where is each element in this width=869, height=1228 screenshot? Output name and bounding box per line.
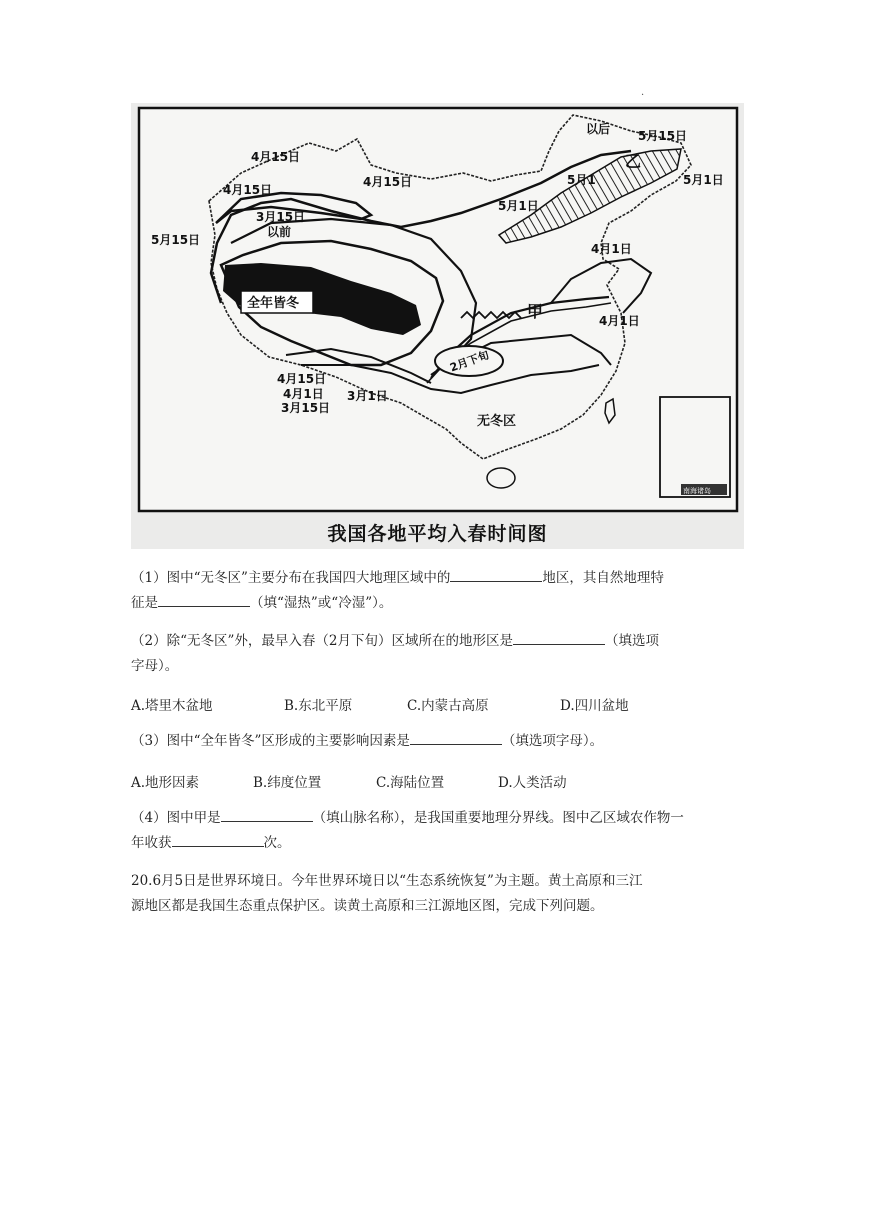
label-4-15-south: 4月15日 [277,372,327,386]
label-5-1-mid: 5月1 [567,173,596,187]
label-5-15-east: 5月15日 [638,129,688,143]
label-5-1-far-east: 5月1日 [683,173,724,187]
question-1 [131,566,743,616]
label-5-1-west: 5月1日 [498,199,539,213]
label-jia: 甲 [527,302,544,321]
q20-text-a: 20.6月5日是世界环境日。今年世界环境日以“生态系统恢复”为主题。黄土高原和三江 [131,873,643,889]
label-no-winter-zone: 无冬区 [477,414,517,429]
question-2 [131,629,743,679]
q4-text-a: （4）图中甲是 [131,810,221,826]
q2-blank[interactable] [513,630,605,645]
q3-text-b: （填选项字母）。 [501,733,604,749]
q1-blank-2[interactable] [158,592,250,607]
q3-option-b[interactable]: B.纬度位置 [253,775,322,791]
label-south-sea-islands: 南海诸岛 [683,487,711,495]
label-3-15-south: 3月15日 [281,401,331,415]
q2-option-d[interactable]: D.四川盆地 [560,698,629,714]
q1-text-b: 地区，其自然地理特 [542,570,664,586]
q3-text-a: （3）图中“全年皆冬”区形成的主要影响因素是 [131,733,410,749]
question-3 [131,729,743,754]
label-before: 以前 [267,225,292,239]
label-yi: 乙 [625,152,642,171]
q2-option-a[interactable]: A.塔里木盆地 [131,698,213,714]
q1-text-c: 征是 [131,595,158,611]
q4-blank-2[interactable] [172,832,264,847]
map-title: 我国各地平均入春时间图 [327,523,548,545]
q1-text-a: （1）图中“无冬区”主要分布在我国四大地理区域中的 [131,570,451,586]
q1-blank-1[interactable] [450,567,542,582]
q4-text-b: （填山脉名称），是我国重要地理分界线。图中乙区域农作物一 [312,810,684,826]
label-4-1-northeast: 4月1日 [591,242,632,256]
label-3-15: 3月15日 [256,210,306,224]
label-5-15-west: 5月15日 [151,233,201,247]
q2-text-c: 字母）。 [131,658,179,674]
label-4-15-b: 4月15日 [223,183,273,197]
label-4-15-c: 4月15日 [363,175,413,189]
q4-text-d: 次。 [263,835,291,851]
q20-text-b: 源地区都是我国生态重点保护区。读黄土高原和三江源地区图，完成下列问题。 [131,898,604,914]
question-4 [131,806,743,856]
label-4-15-a: 4月15日 [251,150,301,164]
q4-text-c: 年收获 [131,835,172,851]
q3-option-c[interactable]: C.海陆位置 [376,775,445,791]
label-after: 以后 [586,122,611,136]
q2-text-a: （2）除“无冬区”外，最早入春（2月下旬）区域所在的地形区是 [131,633,513,649]
q2-text-b: （填选项 [604,633,659,649]
q3-option-d[interactable]: D.人类活动 [498,775,567,791]
spring-onset-map-figure [131,103,744,549]
china-spring-onset-map [131,103,744,549]
q1-text-d: （填“湿热”或“冷湿”）。 [250,595,393,611]
label-late-february: 2月下旬 [448,348,491,375]
q2-option-c[interactable]: C.内蒙古高原 [407,698,489,714]
question-20 [131,869,743,919]
label-4-1-south: 4月1日 [283,387,324,401]
label-all-year-winter: 全年皆冬 [247,296,300,311]
q3-option-a[interactable]: A.地形因素 [131,775,200,791]
q4-blank-1[interactable] [221,807,313,822]
label-3-1: 3月1日 [347,389,388,403]
q2-option-b[interactable]: B.东北平原 [284,698,353,714]
south-sea-inset [660,397,730,497]
label-4-1-east: 4月1日 [599,314,640,328]
scan-speck: · [641,90,645,101]
q3-blank[interactable] [410,730,502,745]
